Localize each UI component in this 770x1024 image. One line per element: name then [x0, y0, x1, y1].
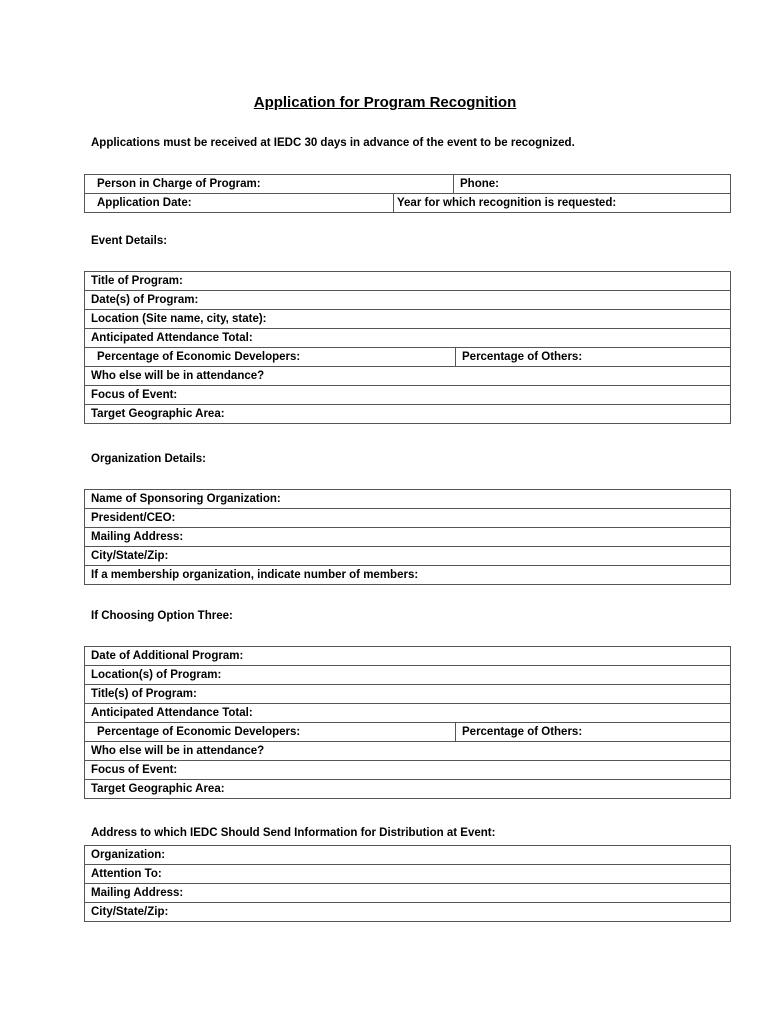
attention-field[interactable]: Attention To: — [85, 865, 731, 884]
titles-field[interactable]: Title(s) of Program: — [85, 685, 731, 704]
org-city-field[interactable]: City/State/Zip: — [85, 547, 731, 566]
pct-others-label: Percentage of Others: — [462, 351, 583, 363]
president-field[interactable]: President/CEO: — [85, 509, 731, 528]
opt3-focus-field[interactable]: Focus of Event: — [85, 761, 731, 780]
who-else-field[interactable]: Who else will be in attendance? — [85, 367, 731, 386]
org-mailing-field[interactable]: Mailing Address: — [85, 528, 731, 547]
application-date-field[interactable] — [91, 194, 394, 212]
opt3-target-area-field[interactable]: Target Geographic Area: — [85, 780, 731, 799]
contact-row-1 — [85, 175, 731, 194]
year-requested-field[interactable] — [394, 194, 730, 212]
title-of-program-field[interactable]: Title of Program: — [85, 272, 731, 291]
application-date-label: Application Date: — [97, 197, 192, 209]
opt3-attendance-field[interactable]: Anticipated Attendance Total: — [85, 704, 731, 723]
phone-field[interactable] — [454, 175, 730, 193]
event-details-table — [84, 271, 731, 424]
members-field[interactable]: If a membership organization, indicate number of members: — [85, 566, 731, 585]
attendance-field[interactable]: Anticipated Attendance Total: — [85, 329, 731, 348]
contact-row-2 — [85, 194, 731, 213]
opt3-pct-others-field[interactable] — [456, 723, 730, 741]
organization-details-heading: Organization Details: — [91, 453, 207, 465]
opt3-pct-econ-label: Percentage of Economic Developers: — [97, 726, 301, 738]
document-title: Application for Program Recognition — [253, 94, 517, 111]
opt3-pct-others-label: Percentage of Others: — [462, 726, 583, 738]
locations-field[interactable]: Location(s) of Program: — [85, 666, 731, 685]
pct-economic-developers-field[interactable] — [91, 348, 456, 366]
address-organization-field[interactable]: Organization: — [85, 846, 731, 865]
focus-field[interactable]: Focus of Event: — [85, 386, 731, 405]
date-additional-field[interactable]: Date of Additional Program: — [85, 647, 731, 666]
sponsor-field[interactable]: Name of Sponsoring Organization: — [85, 490, 731, 509]
address-table — [84, 845, 731, 922]
dates-of-program-field[interactable]: Date(s) of Program: — [85, 291, 731, 310]
phone-label: Phone: — [460, 178, 499, 190]
address-city-field[interactable]: City/State/Zip: — [85, 903, 731, 922]
opt3-percentage-row — [85, 723, 731, 742]
pct-econ-label: Percentage of Economic Developers: — [97, 351, 301, 363]
option-three-table — [84, 646, 731, 799]
organization-details-table — [84, 489, 731, 585]
person-in-charge-field[interactable] — [91, 175, 454, 193]
option-three-heading: If Choosing Option Three: — [91, 610, 233, 622]
opt3-who-else-field[interactable]: Who else will be in attendance? — [85, 742, 731, 761]
person-in-charge-label: Person in Charge of Program: — [97, 178, 261, 190]
opt3-pct-econ-field[interactable] — [91, 723, 456, 741]
year-requested-label: Year for which recognition is requested: — [397, 197, 617, 209]
location-field[interactable]: Location (Site name, city, state): — [85, 310, 731, 329]
contact-table — [84, 174, 731, 213]
address-heading: Address to which IEDC Should Send Information for Distribution at Event: — [91, 827, 496, 839]
intro-text: Applications must be received at IEDC 30 days in advance of the event to be recognized. — [91, 137, 575, 149]
pct-others-field[interactable] — [456, 348, 730, 366]
event-details-heading: Event Details: — [91, 235, 168, 247]
percentage-row — [85, 348, 731, 367]
address-mailing-field[interactable]: Mailing Address: — [85, 884, 731, 903]
target-area-field[interactable]: Target Geographic Area: — [85, 405, 731, 424]
